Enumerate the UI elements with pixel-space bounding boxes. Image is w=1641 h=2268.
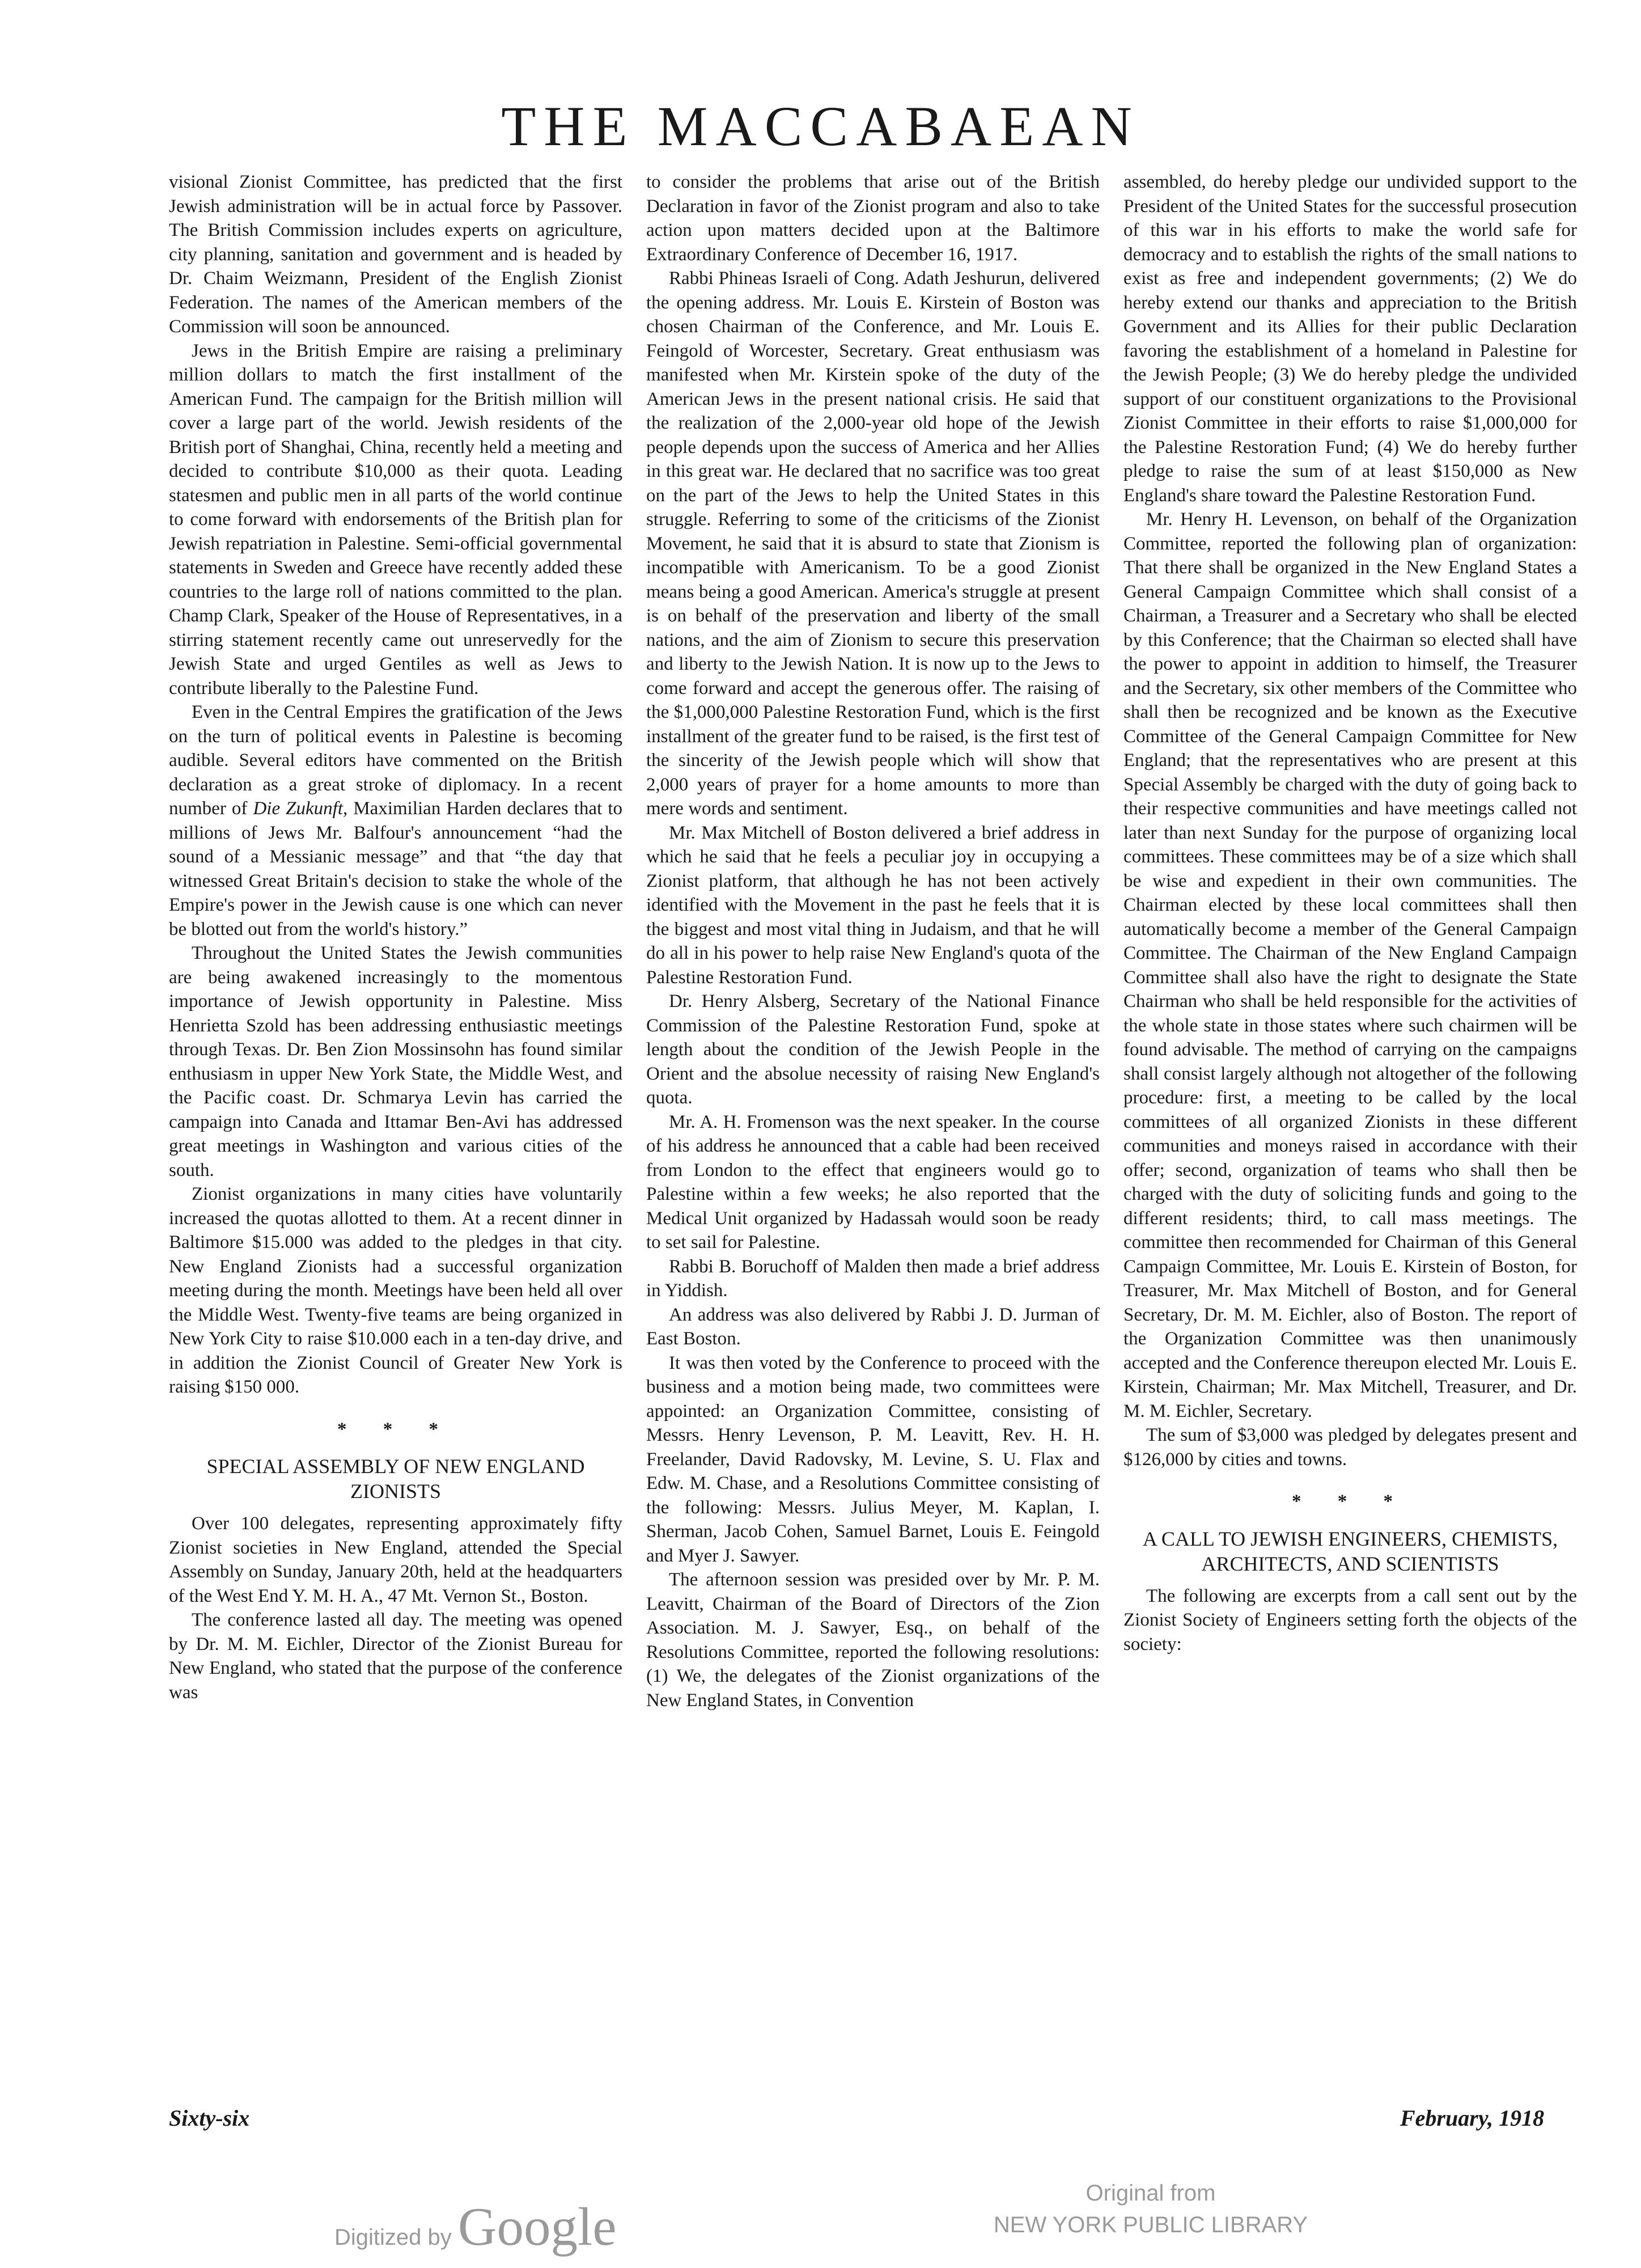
masthead-title: THE MACCABAEAN bbox=[501, 95, 1140, 158]
paragraph: Rabbi Phineas Israeli of Cong. Adath Jeshurun, delivered the opening address. Mr. Louis E. Kirstein of Boston was chosen Chairman of the Conference, and Mr. Louis E. Feingold of Worcester, Secretary. Great enthusiasm was manifested when Mr. Kirstein spoke of the duty of the American Jews in the present national crisis. He said that the realization of the 2,000-year old hope of the Jewish people depends upon the success of America and her Allies in this great war. He declared that no sacrifice was too great on the part of the Jews to help the United States in this struggle. Referring to some of the criticisms of the Zionist Movement, he said that it is absurd to state that Zionism is incompatible with Americanism. To be a good Zionist means being a good American. America's struggle at present is on behalf of the preservation and liberty of the small nations, and the aim of Zionism to secure this preservation and liberty to the Jewish Nation. It is now up to the Jews to come forward and accept the generous offer. The raising of the $1,000,000 Palestine Restoration Fund, which is the first installment of the greater fund to be raised, is the first test of the sincerity of the Jewish people which will show that 2,000 years of prayer for a home amounts to more than mere words and sentiment. bbox=[646, 268, 1100, 819]
paragraph: Mr. Henry H. Levenson, on behalf of the Organization Committee, reported the following plan of organization: That there shall be organized in the New England States a General Campaign Committee which shall consist of a Chairman, a Treasurer and a Secretary who shall be elected by this Conference; that the Chairman so elected shall have the power to appoint in addition to himself, the Treasurer and the Secretary, six other members of the Committee who shall then be recognized and be known as the Executive Committee of the General Campaign Committee for New England; that the representatives who are present at this Special Assembly be charged with the duty of going back to their respective communities and have meetings called not later than next Sunday for the purpose of organizing local committees. These committees may be of a size which shall be wise and expedient in their own communities. The Chairman elected by these local committees shall then automatically become a member of the General Campaign Committee. The Chairman of the New England Campaign Committee shall also have the right to designate the State Chairman who shall be held responsible for the activities of the whole state in those states where such chairmen will be found advisable. The method of carrying on the campaigns shall consist largely although not altogether of the following procedure: first, a meeting to be called by the local committees of all organized Zionists in these different communities and moneys raised in accordance with their offer; second, organization of teams who shall then be charged with the duty of soliciting funds and going to the different residents; third, to call mass meetings. The committee then recommended for Chairman of this General Campaign Committee, Mr. Louis E. Kirstein of Boston, for Treasurer, Mr. Max Mitchell of Boston, and for General Secretary, Dr. M. M. Eichler, also of Boston. The report of the Organization Committee was then unanimously accepted and the Conference thereupon elected Mr. Louis E. Kirstein, Chairman; Mr. Max Mitchell, Treasurer, and Dr. M. M. Eichler, Secretary. bbox=[1123, 509, 1577, 1421]
paragraph: It was then voted by the Conference to proceed with the business and a motion being made, two committees were appointed: an Organization Committee, consisting of Messrs. Henry Levenson, P. M. Leavitt, Rev. H. H. Freelander, David Radovsky, M. Levine, S. U. Flax and Edw. M. Chase, and a Resolutions Committee consisting of the following: Messrs. Julius Meyer, M. Kaplan, I. Sherman, Jacob Cohen, Samuel Barnet, Louis E. Feingold and Myer J. Sawyer. bbox=[646, 1352, 1100, 1566]
paragraph: The sum of $3,000 was pledged by delegates present and $126,000 by cities and towns. bbox=[1123, 1425, 1577, 1470]
paragraph: Mr. A. H. Fromenson was the next speaker. In the course of his address he announced that a cable had been received from London to the effect that engineers would go to Palestine within a few weeks; he also reported that the Medical Unit organized by Hadassah would soon be ready to set sail for Palestine. bbox=[646, 1111, 1100, 1253]
paragraph: Dr. Henry Alsberg, Secretary of the National Finance Commission of the Palestine Restoration Fund, spoke at length about the condition of the Jewish People in the Orient and the absolue necessity of raising New England's quota. bbox=[646, 991, 1100, 1108]
section-heading: SPECIAL ASSEMBLY OF NEW ENGLAND ZIONISTS bbox=[206, 1455, 585, 1503]
source-attribution bbox=[981, 2177, 1321, 2241]
paragraph: An address was also delivered by Rabbi J. D. Jurman of East Boston. bbox=[646, 1304, 1100, 1349]
issue-date: February, 1918 bbox=[1400, 2105, 1545, 2131]
section-heading: A CALL TO JEWISH ENGINEERS, CHEMISTS, ARCHITECTS, AND SCIENTISTS bbox=[1142, 1527, 1558, 1575]
paragraph: Rabbi B. Boruchoff of Malden then made a brief address in Yiddish. bbox=[646, 1256, 1100, 1301]
paragraph bbox=[169, 700, 622, 941]
paragraph: assembled, do hereby pledge our undivided support to the President of the United States for the successful prosecution of this war in his efforts to make the world safe for democracy and to establish the rights of the small nations to exist as free and independent governments; (2) We do hereby extend our thanks and appreciation to the British Government and its Allies for their public Declaration favoring the establishment of a homeland in Palestine for the Jewish People; (3) We do hereby pledge the undivided support of our constituent organizations to the Provisional Zionist Committee in their efforts to raise $1,000,000 for the Palestine Restoration Fund; (4) We do hereby further pledge to raise the sum of at least $150,000 as New England's share toward the Palestine Restoration Fund. bbox=[1123, 172, 1577, 506]
paragraph: Throughout the United States the Jewish communities are being awakened increasingly to the momentous importance of Jewish opportunity in Palestine. Miss Henrietta Szold has been addressing enthusiastic meetings through Texas. Dr. Ben Zion Mossinsohn has found similar enthusiasm in upper New York State, the Middle West, and the Pacific coast. Dr. Schmarya Levin has carried the campaign into Canada and Ittamar Ben-Avi has addressed great meetings in Washington and various cities of the south. bbox=[169, 943, 622, 1180]
paragraph: to consider the problems that arise out of the British Declaration in favor of the Zionist program and also to take action upon matters decided upon at the Baltimore Extraordinary Conference of December 16, 1917. bbox=[646, 172, 1100, 265]
text-run: Even in the Central Empires the gratification of the Jews on the turn of political events in Palestine is becoming audible. Several editors have commented on the British declaration as a great stroke of diplomacy. In a recent number of bbox=[169, 702, 622, 819]
paragraph: visional Zionist Committee, has predicted that the first Jewish administration will be in actual force by Passover. The British Commission includes experts on agriculture, city planning, sanitation and government and is headed by Dr. Chaim Weizmann, President of the English Zionist Federation. The names of the American members of the Commission will soon be announced. bbox=[169, 172, 622, 337]
column-3 bbox=[1123, 170, 1577, 2143]
paragraph: The afternoon session was presided over by Mr. P. M. Leavitt, Chairman of the Board of Directors of the Zion Association. M. J. Sawyer, Esq., on behalf of the Resolutions Committee, reported the following resolutions: (1) We, the delegates of the Zionist organizations of the New England States, in Convention bbox=[646, 1569, 1100, 1711]
paragraph: Mr. Max Mitchell of Boston delivered a brief address in which he said that he feels a peculiar joy in occupying a Zionist platform, that although he has not been actively identified with the Movement in the past he feels that it is the biggest and most vital thing in Judaism, and that he will do all in his power to help raise New England's quota of the Palestine Restoration Fund. bbox=[646, 822, 1100, 988]
google-logo: Google bbox=[457, 2197, 617, 2257]
digitized-watermark bbox=[334, 2195, 617, 2258]
section-divider: * * * bbox=[337, 1419, 454, 1440]
paragraph: Over 100 delegates, representing approximately fifty Zionist societies in New England, attended the Special Assembly on Sunday, January 20th, held at the headquarters of the West End Y. M. H. A., 47 Mt. Vernon St., Boston. bbox=[169, 1513, 622, 1606]
paragraph: The following are excerpts from a call sent out by the Zionist Society of Engineers setting forth the objects of the society: bbox=[1123, 1585, 1577, 1655]
original-from-label: Original from bbox=[1085, 2181, 1216, 2206]
column-2 bbox=[646, 170, 1100, 2143]
section-divider: * * * bbox=[1292, 1491, 1409, 1512]
column-1 bbox=[169, 170, 622, 2143]
paragraph: Jews in the British Empire are raising a preliminary million dollars to match the first installment of the American Fund. The campaign for the British million will cover a large part of the world. Jewish residents of the British port of Shanghai, China, recently held a meeting and decided to contribute $10,000 as their quota. Leading statesmen and public men in all parts of the world continue to come forward with endorsements of the British plan for Jewish repatriation in Palestine. Semi-official governmental statements in Sweden and Greece have recently added these countries to the large roll of nations committed to the plan. Champ Clark, Speaker of the House of Representatives, in a stirring statement recently came out unreservedly for the Jewish State and urged Gentiles as well as Jews to contribute liberally to the Palestine Fund. bbox=[169, 340, 622, 699]
text-run: , Maximilian Harden declares that to millions of Jews Mr. Balfour's announcement “had the sound of a Messianic message” and that “the day that witnessed Great Britain's decision to stake the whole of the Empire's power in the Jewish cause is one which can never be blotted out from the world's history.” bbox=[169, 798, 622, 940]
paragraph: The conference lasted all day. The meeting was opened by Dr. M. M. Eichler, Director of the Zionist Bureau for New England, who stated that the purpose of the conference was bbox=[169, 1610, 622, 1703]
paragraph: Zionist organizations in many cities have voluntarily increased the quotas allotted to them. At a recent dinner in Baltimore $15.000 was added to the pledges in that city. New England Zionists had a successful organization meeting during the month. Meetings have been held all over the Middle West. Twenty-five teams are being organized in New York City to raise $10.000 each in a ten-day drive, and in addition the Zionist Council of Greater New York is raising $150 000. bbox=[169, 1184, 622, 1397]
digitized-label: Digitized by bbox=[334, 2225, 452, 2250]
publication-title: Die Zukunft bbox=[253, 798, 344, 819]
page-number: Sixty-six bbox=[169, 2105, 250, 2131]
library-name: NEW YORK PUBLIC LIBRARY bbox=[993, 2212, 1308, 2237]
